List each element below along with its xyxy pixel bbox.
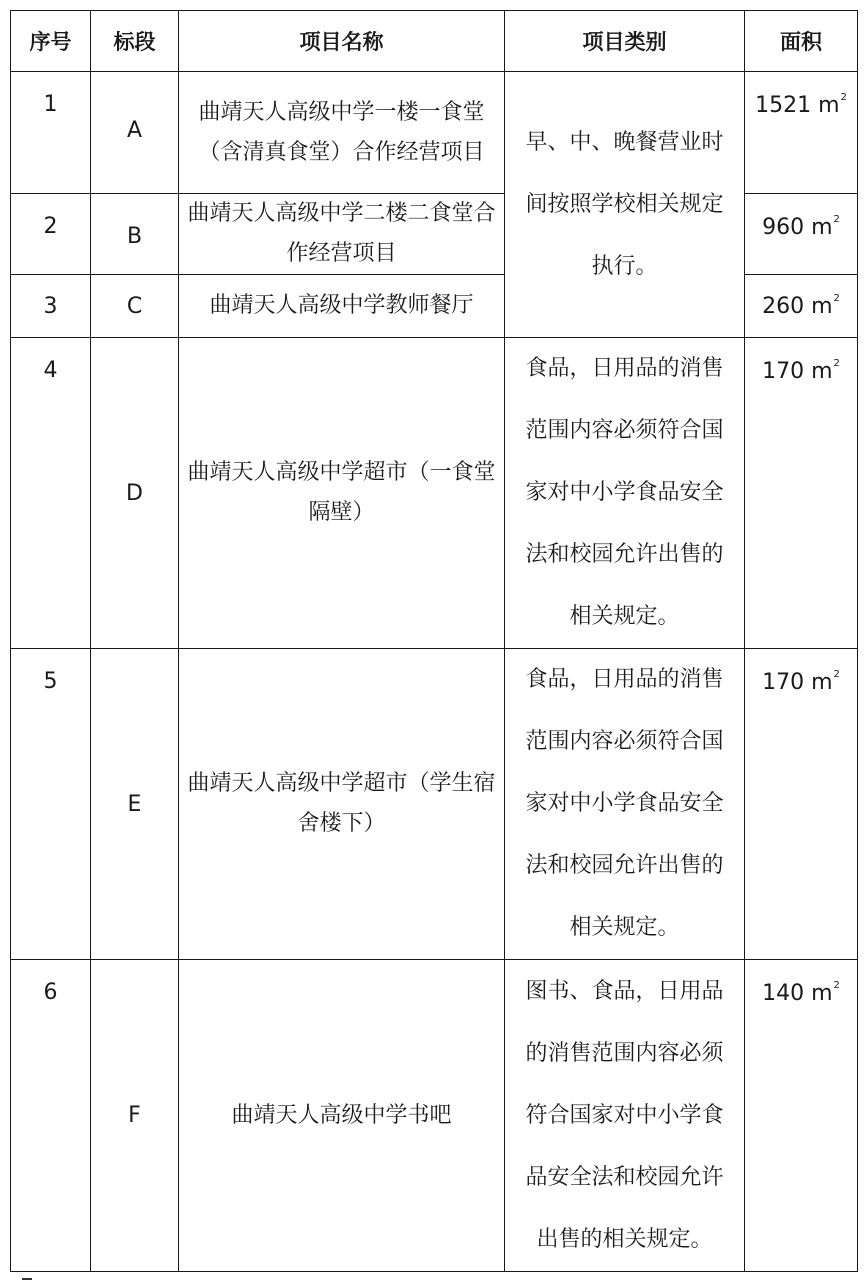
row-no: 5 [11, 649, 91, 960]
header-section: 标段 [91, 11, 179, 72]
row-category: 食品，日用品的消售范围内容必须符合国家对中小学食品安全法和校园允许出售的相关规定。 [505, 338, 745, 649]
area-unit-sup: 2 [833, 293, 840, 304]
row-no: 2 [11, 194, 91, 275]
row-name: 曲靖天人高级中学书吧 [179, 960, 505, 1272]
project-table [10, 10, 858, 1272]
row-no: 4 [11, 338, 91, 649]
row-category: 食品，日用品的消售范围内容必须符合国家对中小学食品安全法和校园允许出售的相关规定。 [505, 649, 745, 960]
category-text: 早、中、晚餐营业时间按照学校相关规定执行。 [525, 129, 724, 279]
row-area [745, 649, 858, 960]
header-category: 项目类别 [505, 11, 745, 72]
row-name: 曲靖天人高级中学超市（一食堂隔壁） [179, 338, 505, 649]
area-unit-sup: 2 [833, 980, 840, 991]
area-value: 170 m [762, 670, 833, 695]
area-unit-sup: 2 [833, 358, 840, 369]
row-name: 曲靖天人高级中学教师餐厅 [179, 275, 505, 338]
table-row [11, 72, 858, 194]
row-name: 曲靖天人高级中学一楼一食堂（含清真食堂）合作经营项目 [179, 72, 505, 194]
row-area [745, 960, 858, 1272]
table-row [11, 960, 858, 1272]
header-no: 序号 [11, 11, 91, 72]
area-unit-sup: 2 [833, 669, 840, 680]
row-category: 图书、食品，日用品的消售范围内容必须符合国家对中小学食品安全法和校园允许出售的相关规定。 [505, 960, 745, 1272]
row-name: 曲靖天人高级中学超市（学生宿舍楼下） [179, 649, 505, 960]
row-area [745, 275, 858, 338]
row-no: 3 [11, 275, 91, 338]
table-row [11, 338, 858, 649]
area-value: 170 m [762, 359, 833, 384]
header-row [11, 11, 858, 72]
row-section: E [91, 649, 179, 960]
header-area: 面积 [745, 11, 858, 72]
page-corner-mark [22, 1278, 32, 1284]
area-value: 260 m [762, 294, 833, 319]
area-unit-sup: 2 [833, 214, 840, 225]
row-no: 1 [11, 72, 91, 194]
row-section: D [91, 338, 179, 649]
row-category-shared [505, 72, 745, 338]
area-unit-sup: 2 [840, 92, 847, 103]
table-row [11, 649, 858, 960]
area-value: 1521 m [755, 93, 840, 118]
row-section: A [91, 72, 179, 194]
row-section: B [91, 194, 179, 275]
area-value: 140 m [762, 981, 833, 1006]
row-area [745, 72, 858, 194]
row-area [745, 194, 858, 275]
area-value: 960 m [762, 215, 833, 240]
header-name: 项目名称 [179, 11, 505, 72]
row-section: C [91, 275, 179, 338]
row-section: F [91, 960, 179, 1272]
row-no: 6 [11, 960, 91, 1272]
row-name: 曲靖天人高级中学二楼二食堂合作经营项目 [179, 194, 505, 275]
row-area [745, 338, 858, 649]
